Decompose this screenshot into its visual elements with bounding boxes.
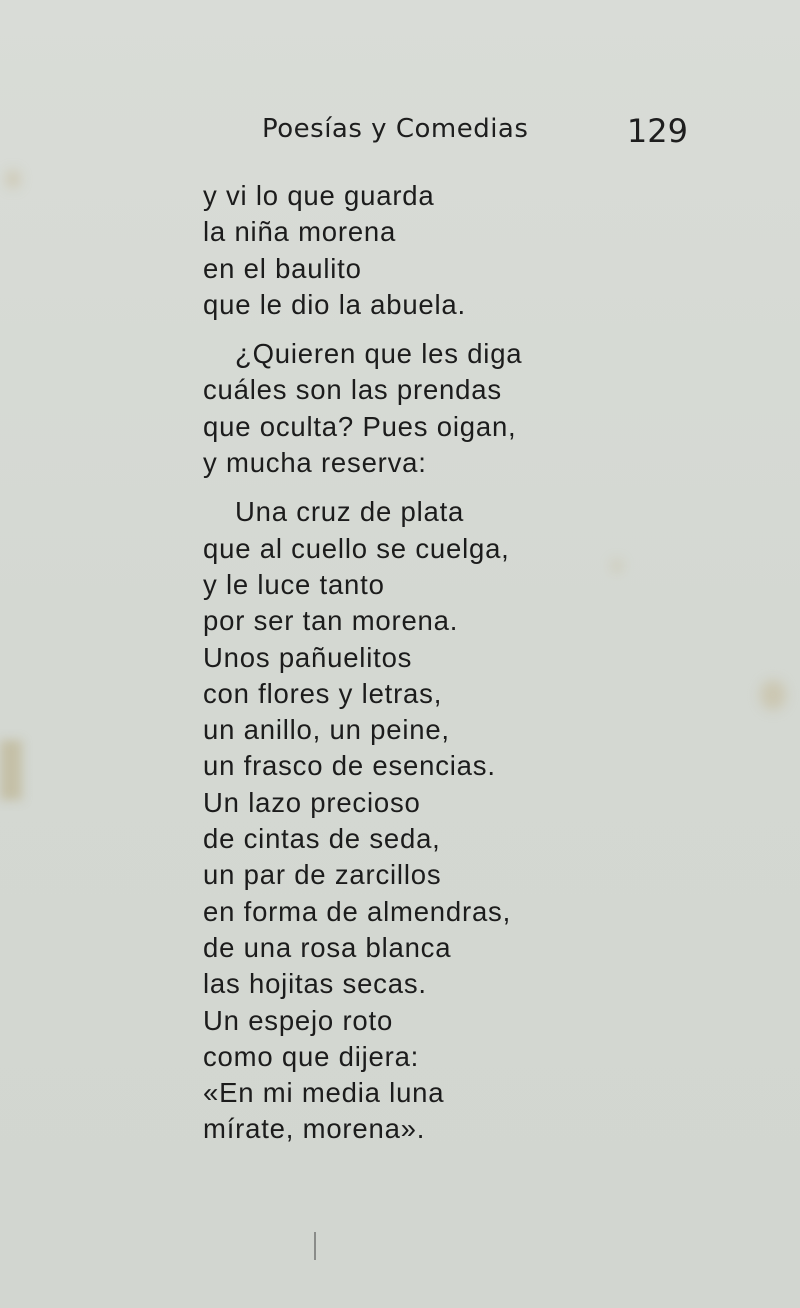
edge-stain: [0, 740, 22, 800]
stanza: [203, 336, 623, 481]
poem-line: mírate, morena».: [203, 1113, 426, 1145]
poem-line: en el baulito: [203, 252, 362, 284]
poem-line: en forma de almendras,: [203, 895, 512, 927]
poem-line: Un lazo precioso: [203, 786, 421, 818]
running-title: Poesías y Comedias: [262, 114, 529, 144]
poem-line: de una rosa blanca: [203, 931, 452, 963]
poem-line: y vi lo que guarda: [203, 180, 435, 211]
poem-line: como que dijera:: [203, 1040, 420, 1072]
poem-line: un frasco de esencias.: [203, 750, 496, 782]
poem-body: [203, 178, 623, 1161]
poem-line: y le luce tanto: [203, 568, 385, 600]
poem-line: las hojitas secas.: [203, 968, 427, 1000]
poem-line: Unos pañuelitos: [203, 641, 413, 673]
poem-line: «En mi media luna: [203, 1077, 445, 1109]
poem-line: ¿Quieren que les diga: [235, 338, 523, 370]
stanza: [203, 178, 623, 323]
poem-line: un anillo, un peine,: [203, 714, 450, 746]
poem-line: por ser tan morena.: [203, 605, 459, 637]
poem-line: Una cruz de plata: [235, 496, 465, 528]
poem-line: y mucha reserva:: [203, 447, 427, 479]
poem-line: la niña morena: [203, 216, 397, 248]
poem-line: un par de zarcillos: [203, 859, 442, 891]
poem-line: con flores y letras,: [203, 677, 443, 709]
poem-line: que al cuello se cuelga,: [203, 532, 510, 564]
pencil-mark: [314, 1232, 316, 1260]
poem-line: que oculta? Pues oigan,: [203, 410, 517, 442]
poem-line: cuáles son las prendas: [203, 374, 502, 406]
page-number: 129: [626, 112, 688, 150]
poem-line: de cintas de seda,: [203, 823, 441, 855]
poem-line: que le dio la abuela.: [203, 288, 466, 320]
stanza: [203, 494, 623, 1147]
poem-line: Un espejo roto: [203, 1004, 394, 1036]
page-header: [262, 112, 702, 152]
paper-stain: [760, 680, 786, 710]
paper-stain: [6, 170, 20, 188]
